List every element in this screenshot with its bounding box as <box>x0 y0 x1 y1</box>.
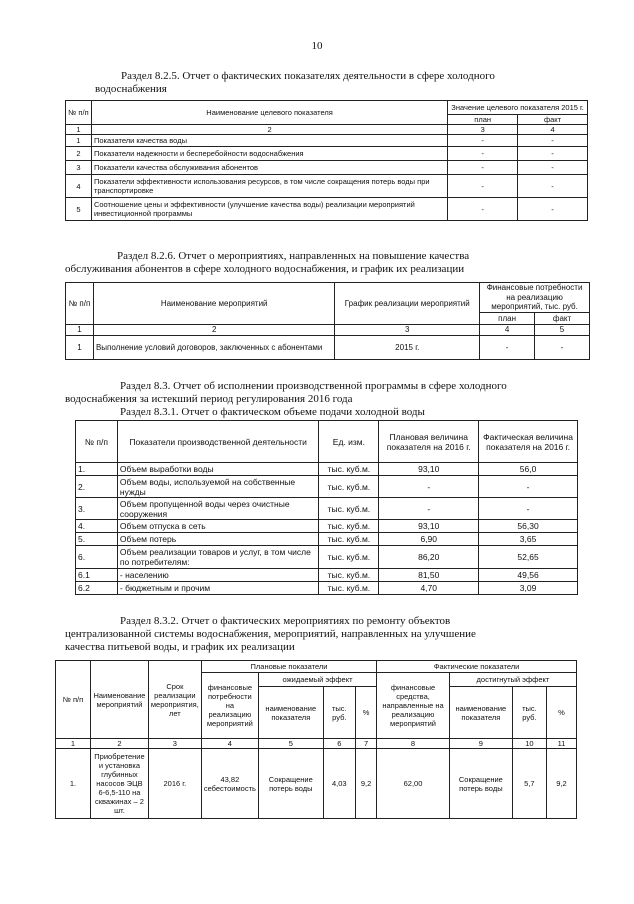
header-percent: % <box>355 687 376 739</box>
header-measure-name: Наименование мероприятий <box>91 661 149 739</box>
header-actual-value: Фактическая величина показателя на 2016 г. <box>479 421 578 463</box>
water-supply-volume-table <box>75 420 578 595</box>
header-thous-rub-fact: тыс. руб. <box>512 687 546 739</box>
section-826-heading-line2: обслуживания абонентов в сфере холодного водоснабжения, и график их реализации <box>65 263 465 275</box>
table-row: 4. Объем отпуска в сеть тыс. куб.м. 93,10 56,30 <box>76 520 578 533</box>
header-financial-needs: финансовые потребности на реализацию мероприятий <box>201 673 258 739</box>
header-unit: Ед. изм. <box>319 421 379 463</box>
header-schedule: График реализации мероприятий <box>335 283 480 325</box>
header-num: № п/п <box>66 101 92 125</box>
table-row: 1 Выполнение условий договоров, заключенных с абонентами 2015 г. - - <box>66 336 590 360</box>
section-825-heading-line2: водоснабжения <box>95 83 167 95</box>
header-planned-value: Плановая величина показателя на 2016 г. <box>379 421 479 463</box>
table-row: 3. Объем пропущенной воды через очистные сооружения тыс. куб.м. - - <box>76 498 578 520</box>
table-row: 6.1 - населению тыс. куб.м. 81,50 49,56 <box>76 569 578 582</box>
header-measure-name: Наименование мероприятий <box>93 283 334 325</box>
table-row: 1. Приобретение и установка глубинных насосов ЭЦВ 6-6,5-110 на скважинах – 2 шт. 2016 г. 43,82 себестоимость Сокращение потерь воды 4,03 9,2 62,00 Сокращение потерь воды 5,7 9,2 <box>56 749 577 819</box>
header-actual: Фактические показатели <box>377 661 577 673</box>
header-plan: план <box>448 115 518 125</box>
header-thous-rub: тыс. руб. <box>323 687 355 739</box>
section-832-heading-line2: централизованной системы водоснабжения, мероприятий, направленных на улучшение <box>65 628 476 640</box>
section-832-heading-line3: качества питьевой воды, и график их реализации <box>65 641 295 653</box>
header-num: № п/п <box>56 661 91 739</box>
table-row: 2. Объем воды, используемой на собственные нужды тыс. куб.м. - - <box>76 476 578 498</box>
section-825-heading-line1: Раздел 8.2.5. Отчет о фактических показателях деятельности в сфере холодного <box>121 70 495 82</box>
column-number-row: 1 2 3 4 <box>66 125 588 135</box>
header-percent-fact: % <box>546 687 576 739</box>
section-826-heading-line1: Раздел 8.2.6. Отчет о мероприятиях, направленных на повышение качества <box>117 250 470 262</box>
repair-measures-table <box>55 660 577 819</box>
section-83-heading-line2: водоснабжения за истекший период регулирования 2016 года <box>65 393 353 405</box>
column-number-row: 1 2 3 4 5 <box>66 325 590 336</box>
header-achieved-effect: достигнутый эффект <box>449 673 576 687</box>
section-83-heading <box>65 380 590 419</box>
table-row: 2 Показатели надежности и бесперебойности водоснабжения - - <box>66 147 588 161</box>
header-fact: факт <box>535 313 590 325</box>
header-term: Срок реализации мероприятия, лет <box>148 661 201 739</box>
table-row: 6.2 - бюджетным и прочим тыс. куб.м. 4,70 3,09 <box>76 582 578 595</box>
table-row: 4 Показатели эффективности использования ресурсов, в том числе сокращения потерь воды при транспортировке - - <box>66 175 588 198</box>
header-num: № п/п <box>66 283 94 325</box>
header-num: № п/п <box>76 421 118 463</box>
table-row: 5 Соотношение цены и эффективности (улучшение качества воды) реализации мероприятий инвестиционной программы - - <box>66 198 588 221</box>
header-indicator-name-fact: наименование показателя <box>449 687 512 739</box>
section-832-heading <box>65 615 590 654</box>
section-831-heading: Раздел 8.3.1. Отчет о фактическом объеме подачи холодной воды <box>120 406 425 418</box>
column-number-row: 1 2 3 4 5 6 7 8 9 10 11 <box>56 739 577 749</box>
header-expected-effect: ожидаемый эффект <box>258 673 376 687</box>
header-indicator-name: Наименование целевого показателя <box>91 101 447 125</box>
table-row: 5. Объем потерь тыс. куб.м. 6,90 3,65 <box>76 533 578 546</box>
header-indicator: Показатели производственной деятельности <box>117 421 319 463</box>
section-83-heading-line1: Раздел 8.3. Отчет об исполнении производственной программы в сфере холодного <box>120 380 507 392</box>
header-target-value: Значение целевого показателя 2015 г. <box>448 101 588 115</box>
header-financial-needs: Финансовые потребности на реализацию мероприятий, тыс. руб. <box>480 283 590 313</box>
section-832-heading-line1: Раздел 8.3.2. Отчет о фактических мероприятиях по ремонту объектов <box>120 615 451 627</box>
table-row: 1 Показатели качества воды - - <box>66 135 588 147</box>
header-fact: факт <box>518 115 588 125</box>
header-financial-spent: финансовые средства, направленные на реализацию мероприятий <box>377 673 450 739</box>
header-plan: план <box>480 313 535 325</box>
section-826-heading <box>65 250 590 276</box>
header-planned: Плановые показатели <box>201 661 376 673</box>
section-825-heading <box>95 70 570 96</box>
table-row: 6. Объем реализации товаров и услуг, в том числе по потребителям: тыс. куб.м. 86,20 52,65 <box>76 546 578 569</box>
target-indicators-table <box>65 100 588 221</box>
table-row: 3 Показатели качества обслуживания абонентов - - <box>66 161 588 175</box>
header-indicator-name: наименование показателя <box>258 687 323 739</box>
page-number: 10 <box>311 40 323 52</box>
table-row: 1. Объем выработки воды тыс. куб.м. 93,10 56,0 <box>76 463 578 476</box>
measures-table <box>65 282 590 360</box>
